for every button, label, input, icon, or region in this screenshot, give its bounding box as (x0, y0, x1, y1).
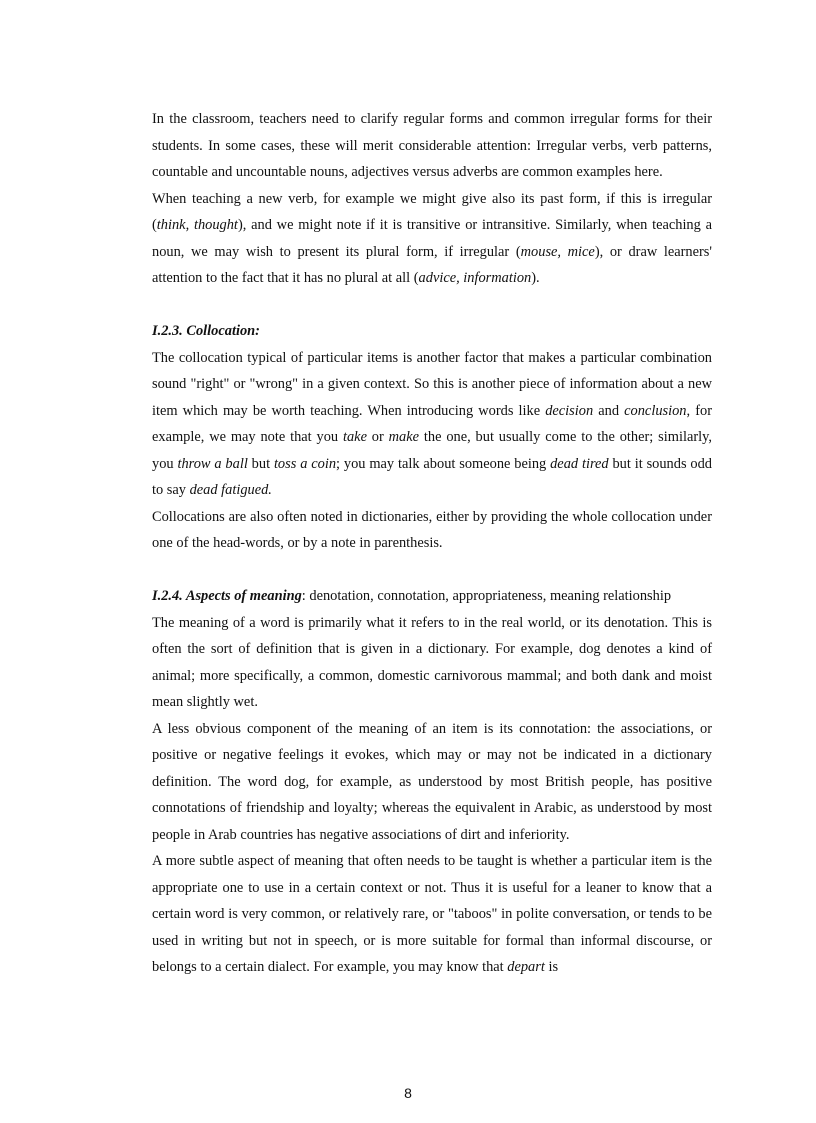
text-run: A more subtle aspect of meaning that often needs to be taught is whether a particular item is the appropriate one to use in a certain context or not. Thus it is useful for a leaner to know that a certain word is very common, or relatively rare, or "taboos" in polite conversation, or tends to be used in writing but not in speech, or is more suitable for formal than informal discourse, or belongs to a certain dialect. For example, you may know that (152, 853, 712, 975)
example-word: dead fatigued. (189, 482, 272, 498)
heading-subtitle: : denotation, connotation, appropriateness, meaning relationship (301, 588, 672, 604)
text-run: When teaching a new verb, for example we might give also its past form, if this is irregular ( (152, 190, 712, 233)
text-run: the one, but usually come to the other; similarly, you (152, 429, 712, 472)
paragraph-appropriateness (152, 848, 712, 981)
example-mouse-mice: mouse, mice (520, 243, 595, 260)
example-word: take (342, 429, 367, 445)
text-run: The collocation typical of particular items is another factor that makes a particular combination sound "right" or "wrong" in a given context. So this is another piece of information about a new item which may be worth teaching. When introducing words like (152, 349, 712, 419)
example-word: decision (545, 402, 594, 419)
page-number: 8 (404, 1085, 412, 1101)
paragraph-collocation (152, 345, 712, 504)
paragraph-denotation: The meaning of a word is primarily what it refers to in the real world, or its denotation. This is often the sort of definition that is given in a dictionary. For example, dog denotes a kind of animal; more specifically, a common, domestic carnivorous mammal; and both dank and moist mean slightly wet. (152, 614, 712, 710)
text-run: or (366, 429, 389, 445)
paragraph-collocations-dictionaries: Collocations are also often noted in dictionaries, either by providing the whole collocation under one of the head-words, or by a note in parenthesis. (152, 508, 712, 551)
paragraph-connotation: A less obvious component of the meaning of an item is its connotation: the associations, or positive or negative feelings it evokes, which may or may not be indicated in a dictionary definition. The word dog, for example, as understood by most British people, has positive connotations of friendship and loyalty; whereas the equivalent in Arabic, as understood by most people in Arab countries has negative associations of dirt and inferiority. (152, 720, 712, 843)
example-word: throw a ball (177, 455, 248, 472)
example-word: conclusion (624, 402, 687, 419)
example-word: toss a coin (273, 455, 337, 472)
text-run: , for example, we may note that you (152, 402, 712, 445)
text-run: ). (531, 270, 540, 286)
page-body (152, 106, 712, 981)
paragraph-teaching-verbs (152, 186, 712, 292)
heading-text: I.2.3. Collocation: (152, 323, 260, 339)
section-heading-aspects-of-meaning (152, 583, 712, 610)
paragraph-irregular-forms: In the classroom, teachers need to clarify regular forms and common irregular forms for their students. In some cases, these will merit considerable attention: Irregular verbs, verb patterns, countable and uncountable nouns, adjectives versus adverbs are common examples here. (152, 111, 712, 180)
spacer (152, 557, 712, 584)
text-run: but (247, 455, 274, 472)
section-heading-collocation (152, 318, 712, 345)
example-word: depart (507, 959, 545, 975)
text-run: ), or draw learners' attention to the fact that it has no plural at all ( (152, 243, 712, 286)
text-run: but it sounds odd to say (152, 455, 712, 498)
example-word: make (388, 429, 420, 445)
text-run: and (593, 402, 625, 419)
text-run: is (544, 959, 559, 975)
spacer (152, 292, 712, 319)
example-word: dead tired (550, 455, 609, 472)
example-advice-information: advice, information (418, 270, 532, 286)
heading-text: I.2.4. Aspects of meaning (152, 588, 302, 604)
text-run: ), and we might note if it is transitive or intransitive. Similarly, when teaching a noun, we may wish to present its plural form, if irregular ( (152, 217, 712, 260)
text-run: ; you may talk about someone being (336, 455, 551, 472)
example-think-thought: think, thought (156, 217, 238, 233)
